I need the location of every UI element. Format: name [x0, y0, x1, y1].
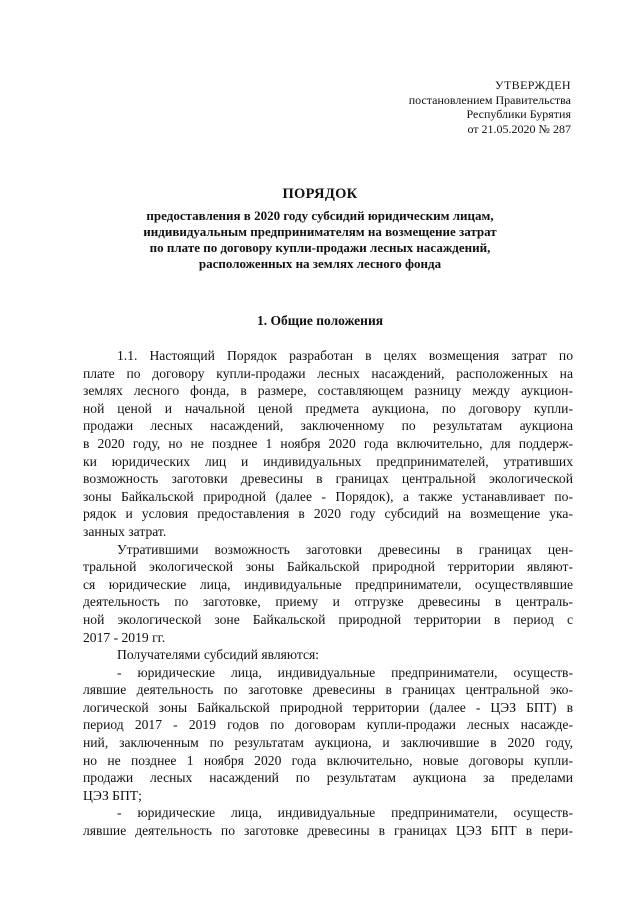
- body-line: продажи лесных насаждений, заключенному по результатам аукциона: [83, 418, 573, 434]
- body-line: землях лесного фонда, в размере, составляющем разницу между аукцион-: [83, 383, 573, 399]
- approval-line: Республики Бурятия: [466, 107, 571, 121]
- title-line: индивидуальным предпринимателям на возмещение затрат: [143, 224, 497, 239]
- document-body: [83, 347, 573, 840]
- body-line: ной ценой и начальной ценой предмета аукциона, по договору купли-: [83, 400, 573, 416]
- body-line: занных затрат.: [83, 523, 167, 539]
- body-line: ний, заключенным по результатам аукциона, и заключившие в 2020 году,: [83, 735, 573, 751]
- body-line: ЦЭЗ БПТ;: [83, 787, 142, 803]
- body-line: тральной экологической зоны Байкальской природной территории являют-: [83, 559, 573, 575]
- body-line: продажи лесных насаждений по результатам аукциона за пределами: [83, 770, 573, 786]
- body-line: 1.1. Настоящий Порядок разработан в целях возмещения затрат по: [117, 348, 573, 363]
- body-line: ки юридических лиц и индивидуальных предпринимателей, утративших: [83, 453, 573, 469]
- body-line: но не позднее 1 ноября 2020 года включительно, новые договоры купли-: [83, 752, 573, 768]
- approval-date-number: от 21.05.2020 № 287: [467, 121, 571, 136]
- title-line: предоставления в 2020 году субсидий юридическим лицам,: [146, 208, 494, 223]
- section-heading: 1. Общие положения: [256, 313, 384, 328]
- body-line: - юридические лица, индивидуальные предприниматели, осуществ-: [117, 805, 573, 821]
- body-line: 2017 - 2019 гг.: [83, 629, 166, 645]
- body-line: возможность заготовки древесины в границах центральной экологической: [83, 471, 573, 487]
- body-line: период 2017 - 2019 годов по договорам купли-продажи лесных насажде-: [83, 717, 573, 733]
- body-line: - юридические лица, индивидуальные предприниматели, осуществ-: [117, 664, 573, 680]
- body-line: лявшие деятельность по заготовке древесины в границах центральной эко-: [83, 682, 573, 698]
- body-line: деятельность по заготовке, приему и отгрузке древесины в централь-: [83, 594, 573, 610]
- body-line: ся юридические лица, индивидуальные предприниматели, осуществлявшие: [83, 576, 573, 592]
- approval-stamp: [409, 78, 571, 136]
- body-line: лявшие деятельность по заготовке древесины в границах ЦЭЗ БПТ в пери-: [83, 823, 573, 839]
- approval-title: УТВЕРЖДЕН: [495, 78, 571, 92]
- body-line: зоны Байкальской природной (далее - Порядок), а также устанавливает по-: [83, 488, 573, 504]
- body-line: логической зоны Байкальской природной территории (далее - ЦЭЗ БПТ) в: [83, 699, 573, 715]
- body-line: рядок и условия предоставления в 2020 году субсидий на возмещение ука-: [83, 506, 573, 522]
- title-line: расположенных на землях лесного фонда: [198, 256, 442, 271]
- approval-line: постановлением Правительства: [408, 92, 571, 107]
- title-heading: ПОРЯДОК: [282, 186, 358, 202]
- body-line: Получателями субсидий являются:: [117, 647, 320, 663]
- body-line: в 2020 году, но не позднее 1 ноября 2020 года включительно, для поддерж-: [83, 435, 573, 451]
- document-title: [60, 186, 580, 272]
- body-line: плате по договору купли-продажи лесных насаждений, расположенных на: [83, 365, 573, 381]
- title-line: по плате по договору купли-продажи лесных насаждений,: [149, 240, 491, 255]
- body-line: Утратившими возможность заготовки древесины в границах цен-: [117, 541, 573, 557]
- body-line: ной экологической зоне Байкальской природной территории в период с: [83, 611, 573, 627]
